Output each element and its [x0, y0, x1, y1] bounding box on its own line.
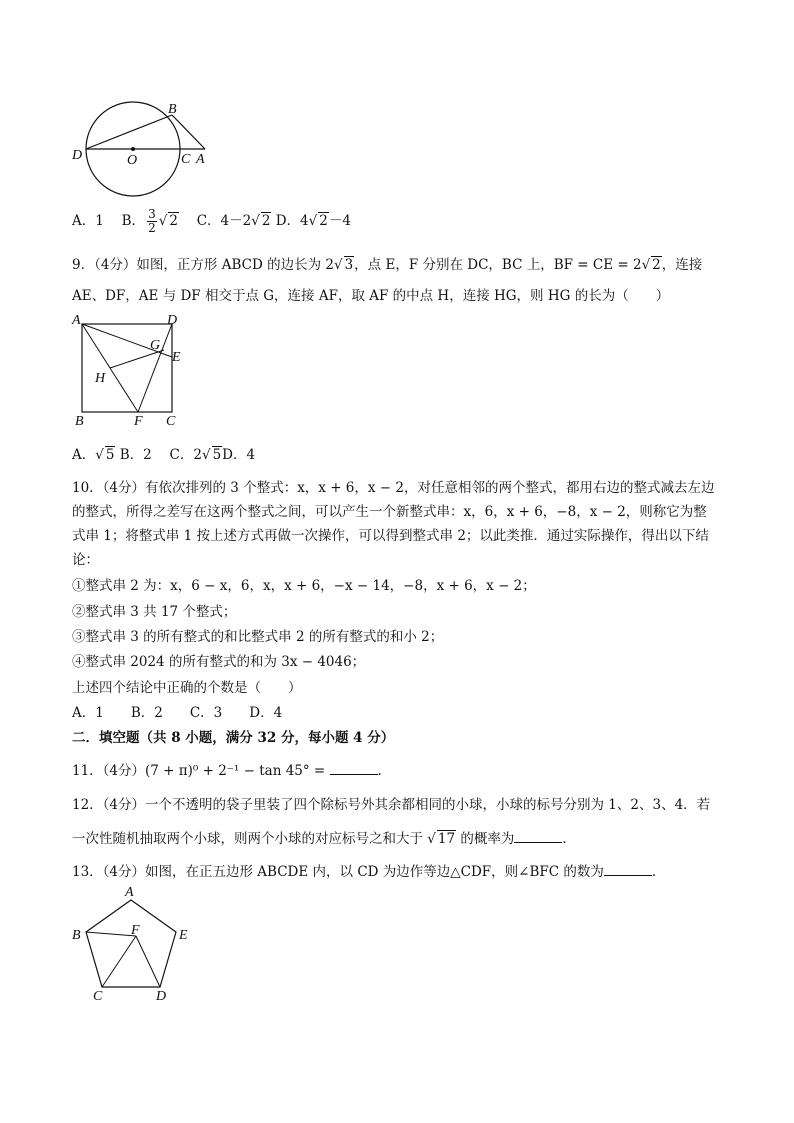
q10-line-4: 论： [72, 552, 99, 568]
q11: 11．（4分）(7 + π)⁰ + 2⁻¹ − tan 45° = ． [72, 763, 392, 779]
q10-statement-4: ④整式串 2024 的所有整式的和为 3x − 4046； [72, 654, 366, 670]
q12-line-2: 一次性随机抽取两个小球，则两个小球的对应标号之和大于 √ 17 的概率为 ． [72, 831, 576, 847]
q13: 13．（4分）如图，在正五边形 ABCDE 内，以 CD 为边作等边△CDF，则∠BFC 的数为 ． [72, 864, 666, 880]
label-d: D [156, 989, 167, 1004]
label-b: B [75, 414, 84, 427]
label-b: B [72, 928, 81, 943]
figure-q13 [68, 884, 198, 1006]
q12-line-1: 12．（4分）一个不透明的袋子里装了四个除标号外其余都相同的小球，小球的标号分别为 1、2、3、4．若 [72, 797, 711, 813]
label-c: C [181, 152, 191, 167]
label-o: O [127, 153, 138, 168]
center-dot [131, 147, 135, 151]
label-d: D [72, 148, 83, 163]
q8-options: A．1 B． $\frac{3}{2}$ √ 2 C．4－2√ 2 D．4√ 2－4 [72, 207, 351, 235]
figure-q9 [70, 312, 190, 427]
answer-blank [330, 762, 378, 775]
label-d: D [167, 313, 178, 328]
chord-db [86, 115, 172, 149]
label-c: C [166, 414, 176, 427]
label-b: B [168, 102, 177, 117]
q10-line-3: 式串 1；将整式串 1 按上述方式再做一次操作，可以得到整式串 2；以此类推．通过实际操作，得出以下结 [72, 528, 709, 544]
label-g: G [150, 338, 161, 353]
label-e: E [179, 928, 188, 943]
q8-fraction: $\frac{3}{2}$ [148, 207, 156, 235]
label-h: H [95, 371, 106, 386]
label-c: C [93, 989, 103, 1004]
q9-line-1: 9．（4分）如图，正方形 ABCD 的边长为 2√ 3，点 E，F 分别在 DC，BC 上，BF = CE = 2√ 2，连接 [72, 257, 703, 273]
q10-options: A．1 B．2 C．3 D．4 [72, 705, 283, 721]
q8-option-a: A．1 [72, 213, 104, 229]
segment-fd [136, 936, 160, 987]
q10-statement-3: ③整式串 3 的所有整式的和比整式串 2 的所有整式的和小 2； [72, 629, 444, 645]
q10-question: 上述四个结论中正确的个数是（ ） [72, 680, 302, 696]
q10-statement-2: ②整式串 3 共 17 个整式； [72, 604, 237, 620]
q10-line-2: 的整式，所得之差写在这两个整式之间，可以产生一个新整式串：x，6，x + 6，−8，x − 2，则称它为整 [72, 504, 707, 520]
label-a: A [196, 152, 205, 167]
label-e: E [172, 350, 181, 365]
answer-blank [514, 830, 562, 843]
q9-options: A．√ 5 B．2 C．2√ 5D．4 [72, 447, 256, 463]
q8-option-b: B． [121, 213, 146, 229]
label-a: A [125, 885, 134, 900]
q8-option-c: C．4－2 [196, 213, 252, 229]
label-f: F [134, 414, 143, 427]
segment-bf [86, 932, 136, 936]
answer-blank [604, 863, 652, 876]
q9-line-2: AE、DF，AE 与 DF 相交于点 G，连接 AF，取 AF 的中点 H，连接 HG，则 HG 的长为（ ） [72, 288, 670, 304]
figure-q8 [70, 95, 220, 205]
label-f: F [131, 923, 140, 938]
q8-option-d: D．4 [275, 213, 309, 229]
segment-fc [102, 936, 136, 987]
q10-statement-1: ①整式串 2 为：x，6 − x，6，x，x + 6，−x − 14，−8，x + 6，x − 2； [72, 578, 536, 594]
section-heading: 二．填空题（共 8 小题，满分 32 分，每小题 4 分） [72, 730, 395, 746]
q10-line-1: 10．（4分）有依次排列的 3 个整式：x，x + 6，x − 2，对任意相邻的两个整式，都用右边的整式减去左边 [72, 480, 715, 496]
label-a: A [72, 313, 81, 328]
